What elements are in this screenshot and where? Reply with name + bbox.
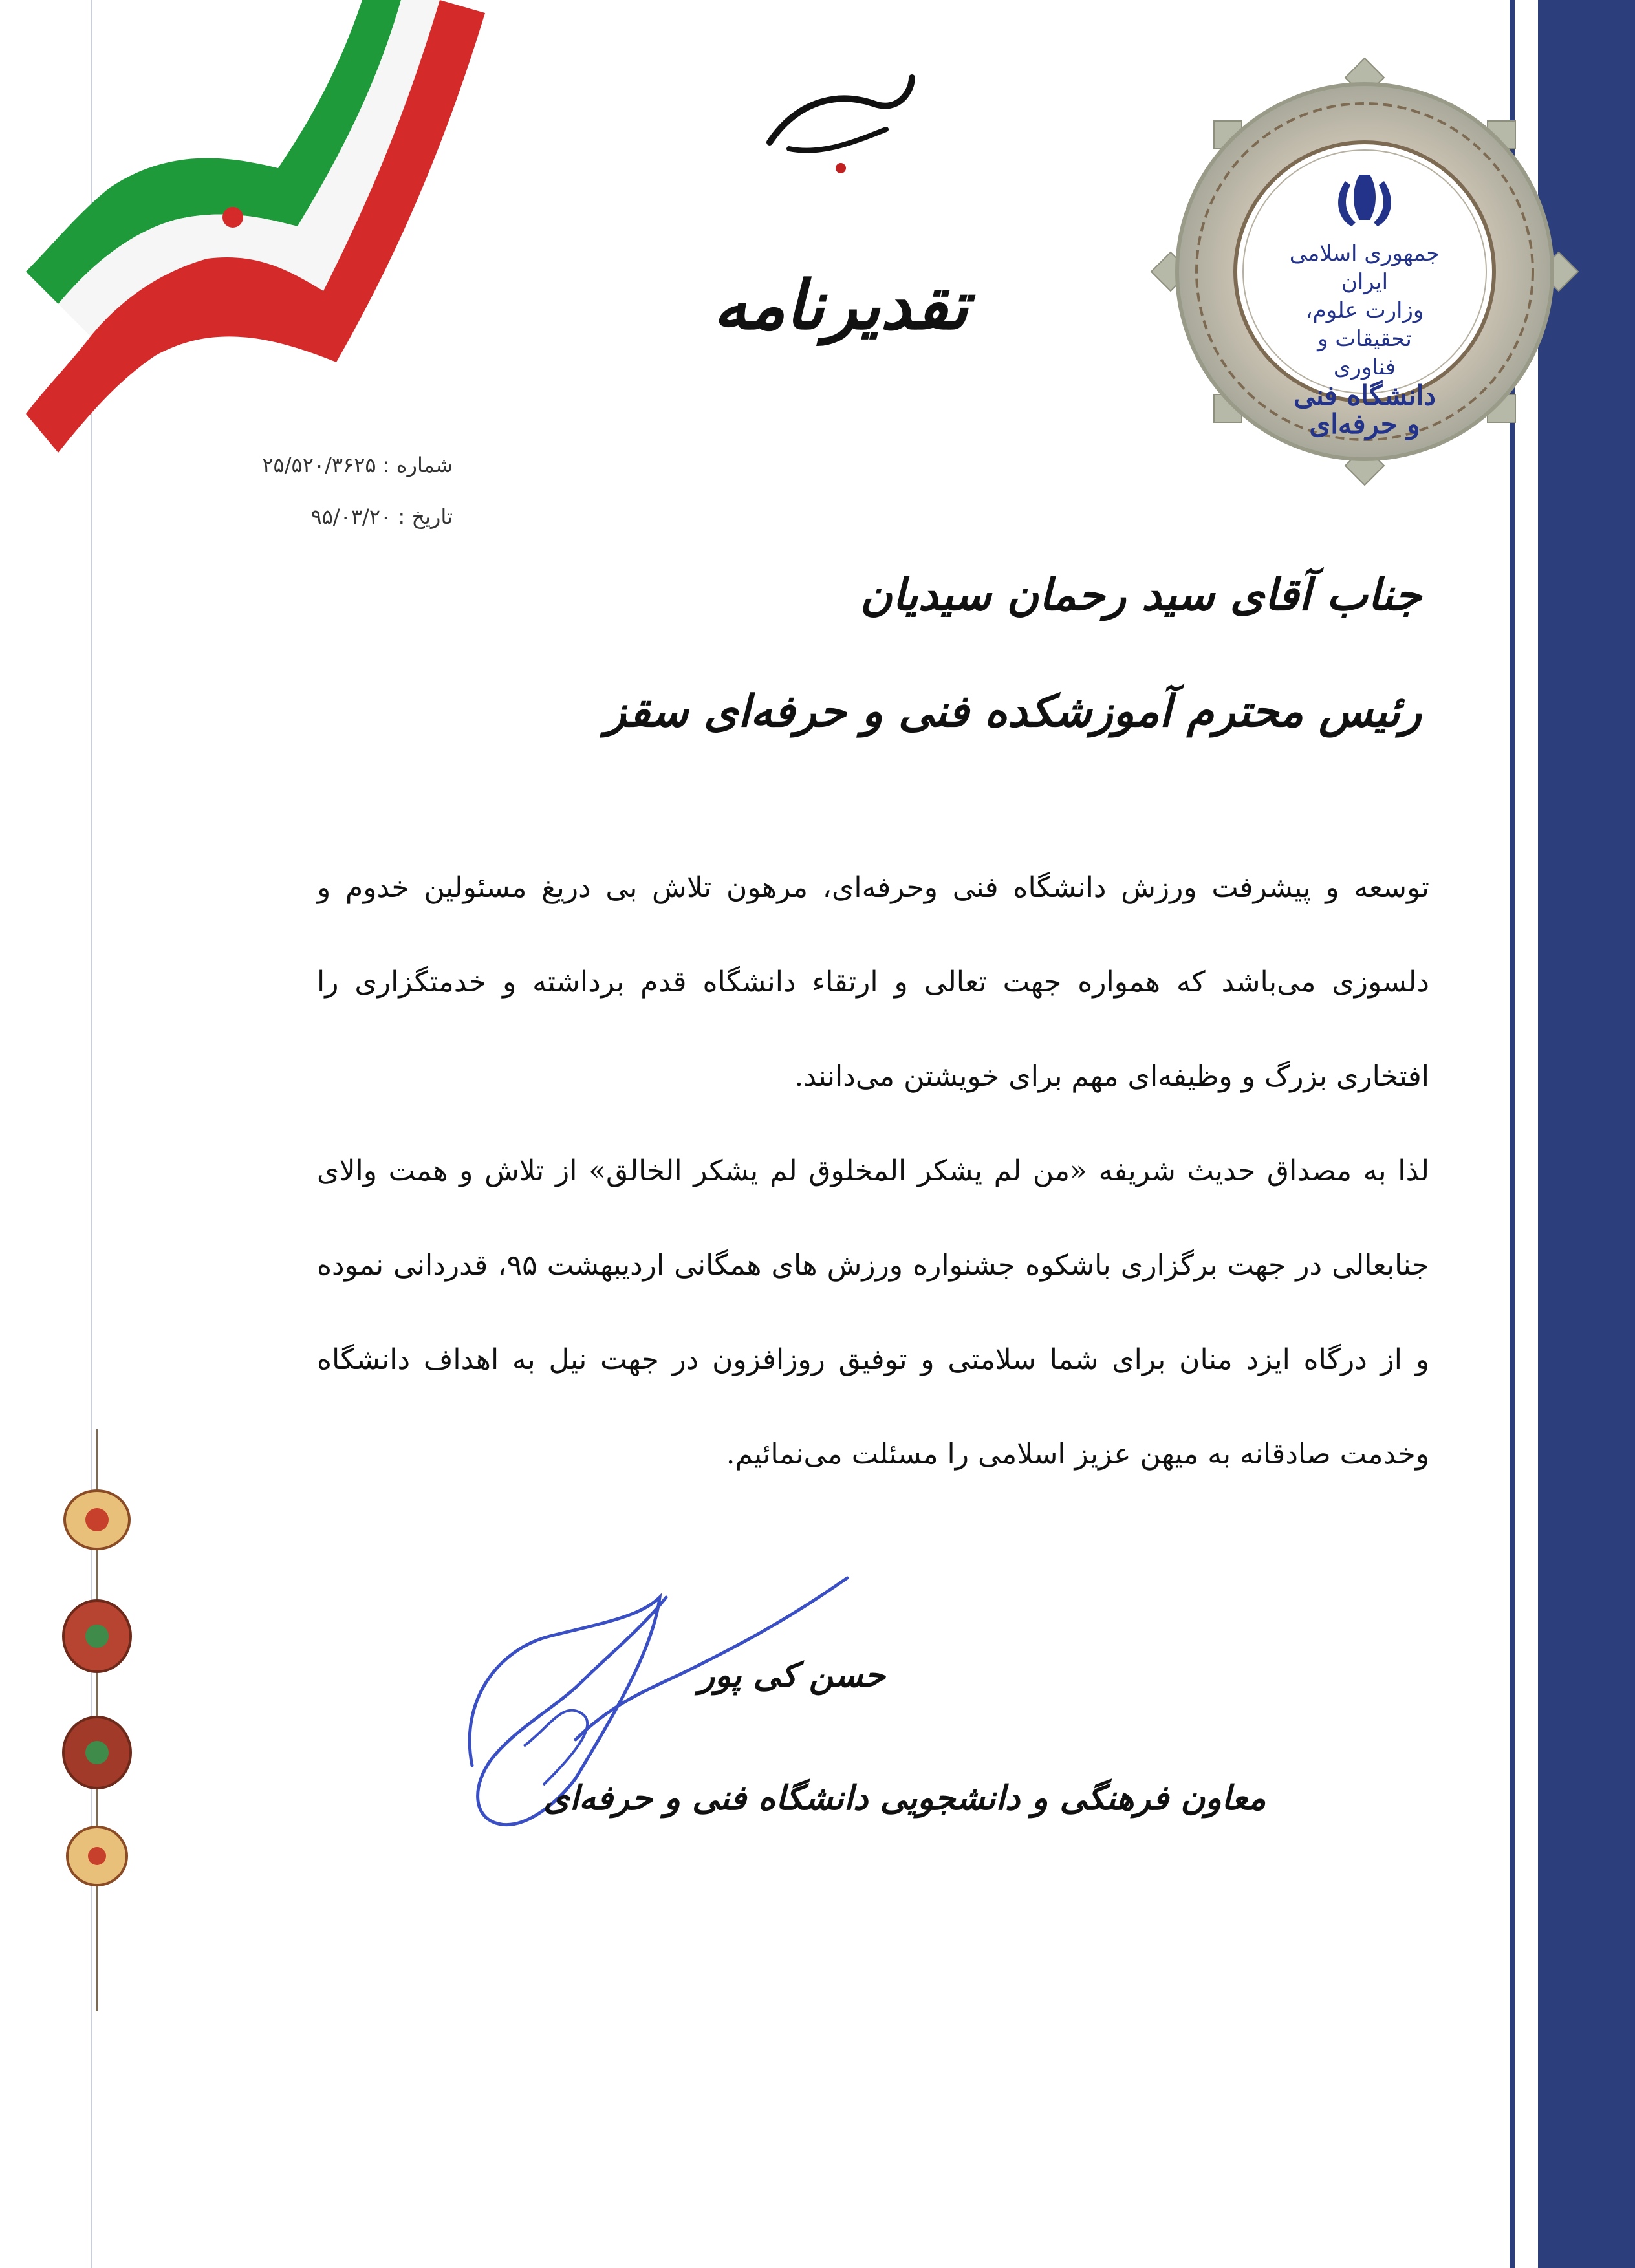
- number-label: شماره :: [382, 453, 453, 477]
- addressee-name: جناب آقای سید رحمان سیدیان: [860, 569, 1422, 621]
- date-label: تاریخ :: [398, 504, 453, 529]
- letter-number: [220, 453, 453, 477]
- letter-date: [220, 504, 453, 529]
- number-value: ۲۵/۵۲۰/۳۶۲۵: [262, 453, 376, 477]
- addressee-title: رئیس محترم آموزشکده فنی و حرفه‌ای سقز: [605, 686, 1422, 737]
- seal-line-2: وزارت علوم، تحقیقات و فناوری: [1305, 297, 1424, 380]
- document-title: تقدیرنامه: [713, 265, 969, 345]
- body-paragraph-1: توسعه و پیشرفت ورزش دانشگاه فنی وحرفه‌ای، مرهون تلاش بی دریغ مسئولین خدوم و دلسوزی می‌باشد که همواره جهت تعالی و ارتقاء دانشگاه قدم برداشته و خدمتگزاری را افتخاری بزرگ و وظیفه‌ای مهم برای خویشتن می‌دانند.: [317, 871, 1429, 1093]
- decorative-ornament: [52, 1429, 142, 2011]
- signer-title: معاون فرهنگی و دانشجویی دانشگاه فنی و حرفه‌ای: [543, 1778, 1266, 1818]
- signer-name: حسن کی پور: [698, 1656, 885, 1695]
- seal-line-1: جمهوری اسلامی ایران: [1289, 241, 1440, 295]
- seal-text: [1287, 239, 1442, 438]
- body-paragraph-2: لذا به مصداق حدیث شریفه «من لم یشکر المخلوق لم یشکر الخالق» از تلاش و همت والای جنابعالی در جهت برگزاری باشکوه جشنواره ورزش های همگانی اردیبهشت ۹۵، قدردانی نموده و از درگاه ایزد منان برای شما سلامتی و توفیق روزافزون در جهت نیل به اهداف دانشگاه وخدمت صادقانه به میهن عزیز اسلامی را مسئلت می‌نمائیم.: [317, 1154, 1429, 1471]
- handwritten-signature: [446, 1571, 873, 1869]
- date-value: ۹۵/۰۳/۲۰: [310, 504, 392, 529]
- iran-flag-decoration: [0, 0, 504, 466]
- seal-line-3: دانشگاه فنی و حرفه‌ای: [1294, 380, 1436, 440]
- basmala-calligraphy: [744, 65, 938, 181]
- letter-body: [317, 841, 1429, 1502]
